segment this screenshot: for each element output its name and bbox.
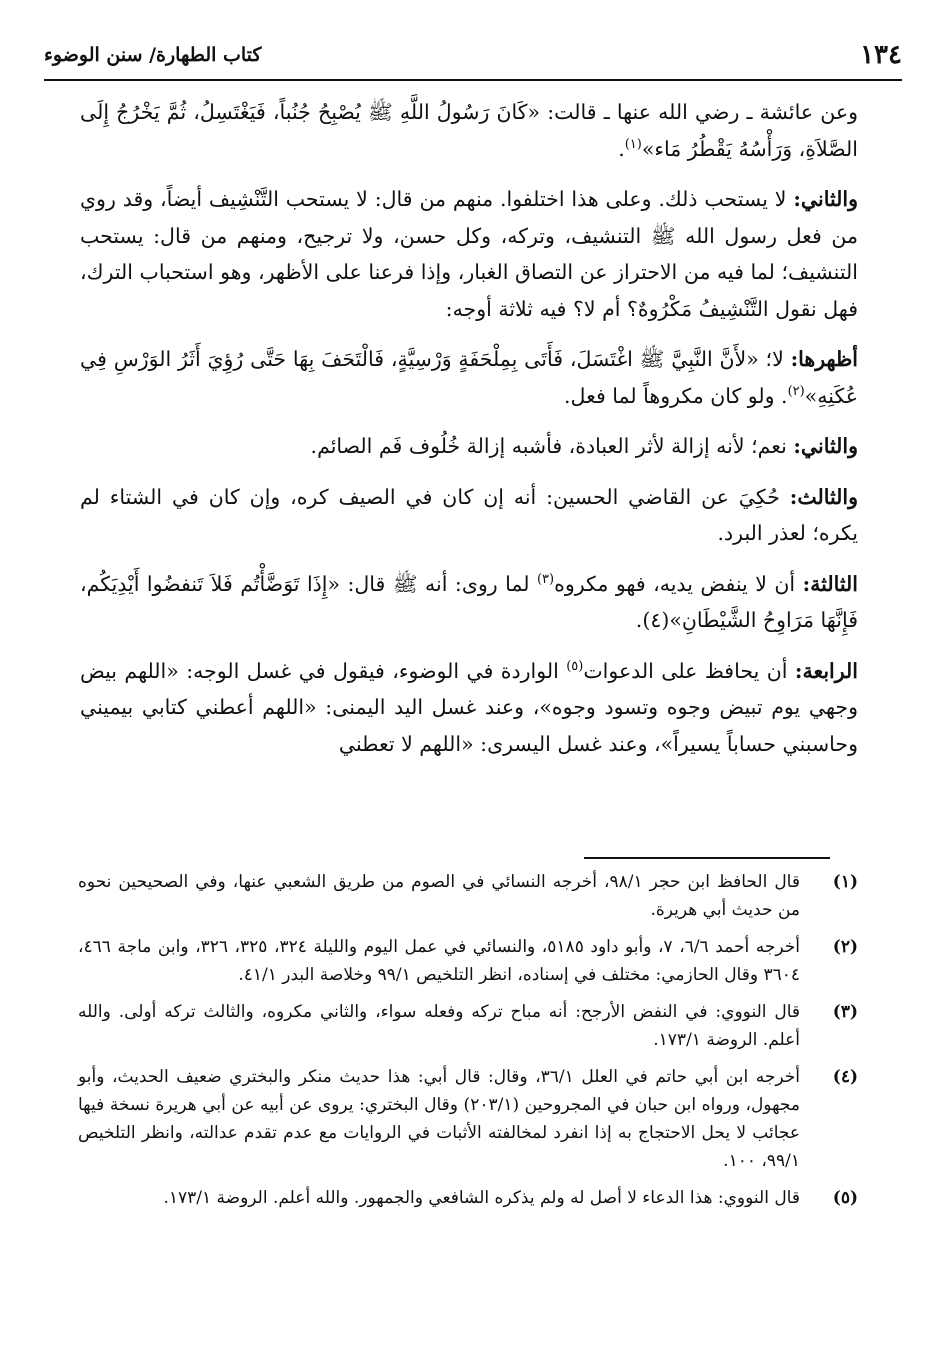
paragraph [80, 181, 858, 327]
paragraph-tail: . [618, 136, 625, 161]
paragraph-text: أن يحافظ على الدعوات [583, 658, 788, 683]
paragraph [80, 428, 858, 465]
footnote-text: أخرجه أحمد ٦/٦، ٧، وأبو داود ٥١٨٥، والنسائي في عمل اليوم والليلة ٣٢٤، ٣٢٥، ٣٢٦، وابن ماجة ٤٦٦، ٣٦٠٤ وقال الحازمي: مختلف في إسناده، انظر التلخيص ٩٩/١ وخلاصة البدر ٤١/١. [78, 937, 801, 985]
footnote-ref: (٢) [787, 383, 805, 399]
paragraph-lead: والثاني: [793, 434, 858, 458]
main-text [80, 94, 858, 776]
footnote-number: (٣) [832, 1002, 858, 1022]
footnote [78, 1063, 858, 1175]
running-title: كتاب الطهارة/ سنن الوضوء [44, 44, 262, 66]
paragraph-tail: . ولو كان مكروهاً لما فعل. [564, 383, 788, 408]
footnote-divider [584, 857, 830, 859]
footnote-text: قال الحافظ ابن حجر ٩٨/١، أخرجه النسائي في الصوم من طريق الشعبي عنها، وفي الصحيحين نحوه من حديث أبي هريرة. [78, 872, 800, 920]
paragraph-tail: الواردة في الوضوء، فيقول في غسل الوجه: «اللهم بيض وجهي يوم تبيض وجوه وتسود وجوه»، وعند غسل اليد اليمنى: «اللهم أعطني كتابي بيميني وحاسبني حساباً يسيراً»، وعند غسل اليسرى: «اللهم لا تعطني [80, 658, 858, 756]
paragraph-lead: الثالثة: [802, 571, 858, 596]
paragraph-text: حُكِيَ عن القاضي الحسين: أنه إن كان في الصيف كره، وإن كان في الشتاء لم يكره؛ لعذر البرد. [80, 484, 858, 545]
paragraph [80, 94, 858, 167]
footnote-number: (٤) [832, 1067, 858, 1087]
footnote [78, 933, 858, 989]
paragraph-text: نعم؛ لأنه إزالة لأثر العبادة، فأشبه إزالة خُلُوف فَم الصائم. [310, 434, 787, 458]
footnote-text: قال النووي: في النفض الأرجح: أنه مباح تركه وفعله سواء، والثاني مكروه، والثالث تركه أولى. والله أعلم. الروضة ١٧٣/١. [78, 1002, 800, 1050]
footnote-text: قال النووي: هذا الدعاء لا أصل له ولم يذكره الشافعي والجمهور. والله أعلم. الروضة ١٧٣/١. [163, 1188, 800, 1208]
footnote [78, 868, 858, 924]
footnote-ref: (١) [624, 136, 642, 152]
paragraph-lead: أظهرها: [790, 347, 858, 371]
paragraph [80, 479, 858, 552]
footnote-text: أخرجه ابن أبي حاتم في العلل ٣٦/١، وقال: قال أبي: هذا حديث منكر والبختري ضعيف الحديث، وأبو مجهول، ورواه ابن حبان في المجروحين (٢٠٣/١) وقال البختري: يروى عن أبيه عن أبي هريرة نسخة فيها عجائب لا يحل الاحتجاج به إذا انفرد لمخالفته الأثبات في الروايات مع عدم تقدم عدالته، وانظر التلخيص ٩٩/١، ١٠٠. [78, 1067, 801, 1171]
paragraph-tail: لما روى: أنه ﷺ قال: «إِذَا تَوَضَّأْتُم فَلاَ تَنفضُوا أَيْدِيَكُم، فَإِنَّهَا مَرَاوِحُ الشَّيْطَانِ»(٤). [80, 571, 858, 632]
footnote-number: (٢) [832, 937, 858, 957]
footnote-number: (٥) [832, 1188, 858, 1208]
footnote [78, 1184, 858, 1212]
paragraph [80, 341, 858, 414]
footnote-number: (١) [832, 872, 858, 892]
paragraph-text: أن لا ينفض يديه، فهو مكروه [554, 571, 796, 596]
paragraph-text: لا؛ «لأَنَّ النَّبِيَّ ﷺ اغْتَسَلَ، فَأَتَى بِمِلْحَفَةٍ وَرْسِيَّةٍ، فَالْتَحَفَ بِهَا حَتَّى رُؤِيَ أَثَرُ الوَرْسِ فِي عُكَنِهِ» [80, 347, 858, 408]
footnotes [78, 868, 858, 1221]
page-header [44, 40, 902, 76]
paragraph-text: لا يستحب ذلك. وعلى هذا اختلفوا. منهم من قال: لا يستحب التَّنْشِيف أيضاً، وقد روي من فعل رسول الله ﷺ التنشيف، وتركه، وكل حسن، ولا ترجيح، ومنهم من قال: يستحب التنشيف؛ لما فيه من الاحتراز عن التصاق الغبار، وإذا فرعنا على الأظهر، وهو استحباب الترك، فهل نقول التَّنْشِيفُ مَكْرُوهٌ؟ أم لا؟ فيه ثلاثة أوجه: [80, 187, 858, 321]
header-divider [44, 79, 902, 81]
paragraph-lead: والثاني: [793, 187, 858, 211]
paragraph-lead: الرابعة: [794, 658, 858, 683]
footnote [78, 998, 858, 1054]
paragraph-text: وعن عائشة ـ رضي الله عنها ـ قالت: «كَانَ رَسُولُ اللَّهِ ﷺ يُصْبِحُ جُنُباً، فَيَغْتَسِلُ، ثُمَّ يَخْرُجُ إِلَى الصَّلاَةِ، وَرَأْسُهُ يَقْطُرُ مَاء» [80, 100, 858, 161]
paragraph [80, 653, 858, 763]
paragraph [80, 566, 858, 639]
paragraph-lead: والثالث: [789, 484, 858, 509]
footnote-ref: (٣) [536, 571, 555, 587]
page-number: ١٣٤ [860, 40, 902, 70]
footnote-ref: (٥) [566, 658, 584, 674]
